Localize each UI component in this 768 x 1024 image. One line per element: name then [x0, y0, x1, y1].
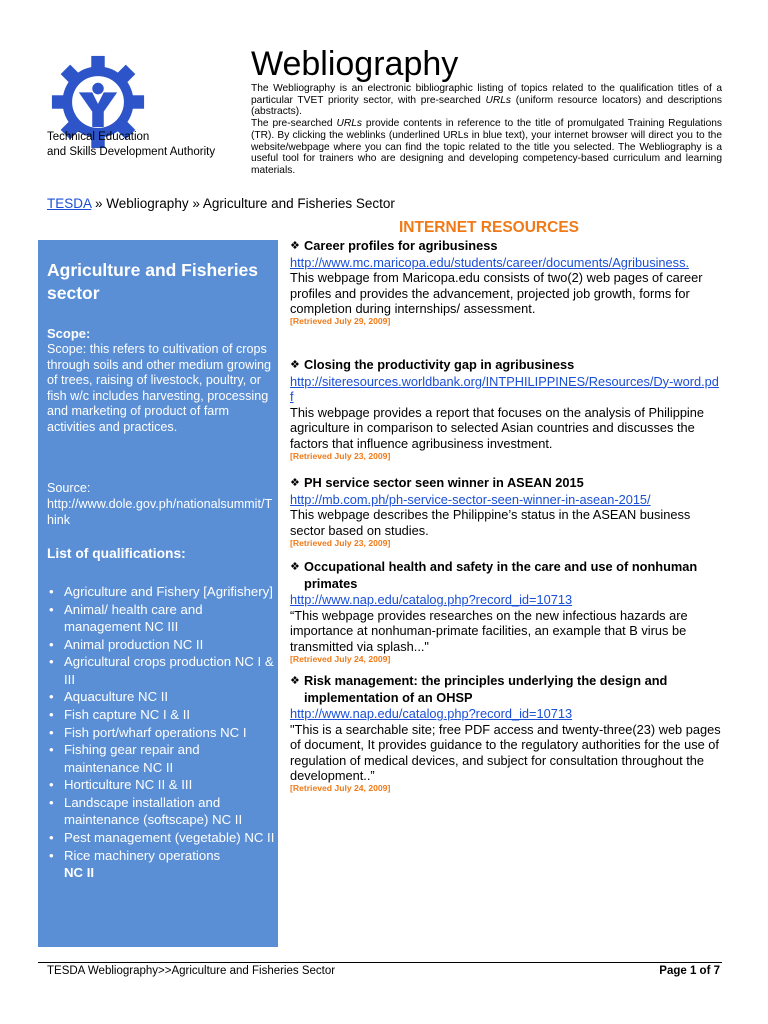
list-item: • Landscape installation and maintenance (softscape) NC II	[47, 794, 275, 828]
resource-entry	[290, 357, 722, 462]
resource-desc: This webpage from Maricopa.edu consists of two(2) web pages of career profiles and provides the advancement, projected job growth, forms for completion during internships/ assessment.	[290, 270, 703, 317]
retrieved-date: [Retrieved July 24, 2009]	[290, 783, 391, 794]
diamond-bullet-icon: ❖	[290, 477, 300, 489]
intro-urls-term: URLs	[485, 94, 512, 106]
list-item: • Fish port/wharf operations NC I	[47, 724, 275, 741]
resource-entry	[290, 238, 722, 327]
diamond-bullet-icon: ❖	[290, 359, 300, 371]
resource-title: ❖ Closing the productivity gap in agribusiness	[290, 357, 575, 372]
breadcrumb-home-link[interactable]: TESDA	[47, 196, 92, 211]
list-item: • Fishing gear repair and maintenance NC II	[47, 741, 275, 775]
list-item: • Rice machinery operations NC II	[47, 847, 275, 881]
resource-desc: This webpage describes the Philippine’s status in the ASEAN business sector based on studies.	[290, 507, 691, 538]
list-item: • Pest management (vegetable) NC II	[47, 829, 275, 846]
resource-link[interactable]: http://www.mc.maricopa.edu/students/career/documents/Agribusiness.	[290, 254, 690, 270]
resource-title: ❖ Risk management: the principles underlying the design and implementation of an OHSP	[290, 673, 668, 705]
qualifications-list	[47, 583, 275, 881]
list-item: • Agriculture and Fishery [Agrifishery]	[47, 583, 275, 600]
footer-divider	[38, 962, 722, 963]
resource-title: ❖ Occupational health and safety in the care and use of nonhuman primates	[290, 559, 698, 591]
breadcrumb	[47, 196, 395, 211]
internet-resources-heading: INTERNET RESOURCES	[399, 219, 579, 236]
retrieved-date: [Retrieved July 23, 2009]	[290, 538, 391, 549]
list-item: • Agricultural crops production NC I & III	[47, 653, 275, 687]
retrieved-date: [Retrieved July 29, 2009]	[290, 316, 391, 327]
page-title: Webliography	[251, 45, 459, 83]
resource-desc: "This is a searchable site; free PDF access and twenty-three(23) web pages of document, It provides guidance to the regulatory authorities for the use of regulation of medical devices, and subject for consultation throughout the development..”	[290, 721, 721, 783]
resource-desc: This webpage provides a report that focuses on the analysis of Philippine agriculture in comparison to selected Asian countries and discusses the factors that influence agribusiness investment.	[290, 404, 705, 451]
resource-link[interactable]: http://www.nap.edu/catalog.php?record_id=10713	[290, 706, 573, 721]
resource-entry	[290, 559, 722, 665]
source-url: http://www.dole.gov.ph/nationalsummit/Think	[47, 497, 273, 527]
qualifications-heading: List of qualifications:	[47, 546, 186, 561]
diamond-bullet-icon: ❖	[290, 240, 300, 252]
scope-heading: Scope:	[47, 326, 91, 341]
retrieved-date: [Retrieved July 23, 2009]	[290, 451, 391, 462]
resource-link[interactable]: http://www.nap.edu/catalog.php?record_id=10713	[290, 592, 573, 607]
list-item: • Aquaculture NC II	[47, 688, 275, 705]
list-item: • Fish capture NC I & II	[47, 706, 275, 723]
resource-desc: “This webpage provides researches on the new infectious hazards are importance at nonhuman-primate facilities, an example that B virus be transmitted via splash..."	[290, 607, 688, 654]
org-name	[47, 130, 215, 160]
resource-entry	[290, 475, 722, 549]
sector-title: Agriculture and Fisheries sector	[47, 260, 259, 303]
resource-link[interactable]: http://siteresources.worldbank.org/INTPHILIPPINES/Resources/Dy-word.pdf	[290, 373, 719, 405]
resource-entry	[290, 673, 722, 794]
resource-title: ❖ PH service sector seen winner in ASEAN 2015	[290, 475, 584, 490]
scope-text: Scope: this refers to cultivation of crops through soils and other medium growing of trees, raising of livestock, poultry, or fish w/c includes harvesting, processing and marketing of product of farm activities and practices.	[47, 342, 272, 434]
diamond-bullet-icon: ❖	[290, 561, 300, 573]
source	[47, 480, 277, 528]
diamond-bullet-icon: ❖	[290, 675, 300, 687]
intro-text: The Webliography is an electronic bibliographic listing of topics related to the qualification titles of a particular TVET priority sector, with pre-searched URLs (uniform resource locators) and descriptions (abstracts). The pre-searched URLs provide contents in reference to the title of promulgated Training Regulations (TR). By clicking the weblinks (underlined URLs in blue text), your internet browser will direct you to the website/webpage where you can find the topic related to the title you selected. The Webliography is a useful tool for trainers who are designing and developing competency-based curriculum and learning materials.	[251, 83, 722, 176]
breadcrumb-trail: » Webliography » Agriculture and Fisheries Sector	[91, 196, 395, 211]
list-item: • Horticulture NC II & III	[47, 776, 275, 793]
list-item: • Animal/ health care and management NC III	[47, 601, 275, 635]
last-qual-suffix: NC II	[64, 864, 95, 880]
resource-title: ❖ Career profiles for agribusiness	[290, 238, 498, 253]
page-number: Page 1 of 7	[659, 965, 720, 977]
org-name-line2: and Skills Development Authority	[47, 146, 216, 158]
retrieved-date: [Retrieved July 24, 2009]	[290, 653, 391, 664]
footer-title: TESDA Webliography>>Agriculture and Fisheries Sector	[47, 965, 336, 977]
source-label: Source:	[47, 481, 91, 495]
list-item: • Animal production NC II	[47, 636, 275, 653]
resource-link[interactable]: http://mb.com.ph/ph-service-sector-seen-winner-in-asean-2015/	[290, 491, 651, 507]
org-name-line1: Technical Education	[47, 131, 150, 143]
sector-sidebar	[38, 240, 278, 947]
